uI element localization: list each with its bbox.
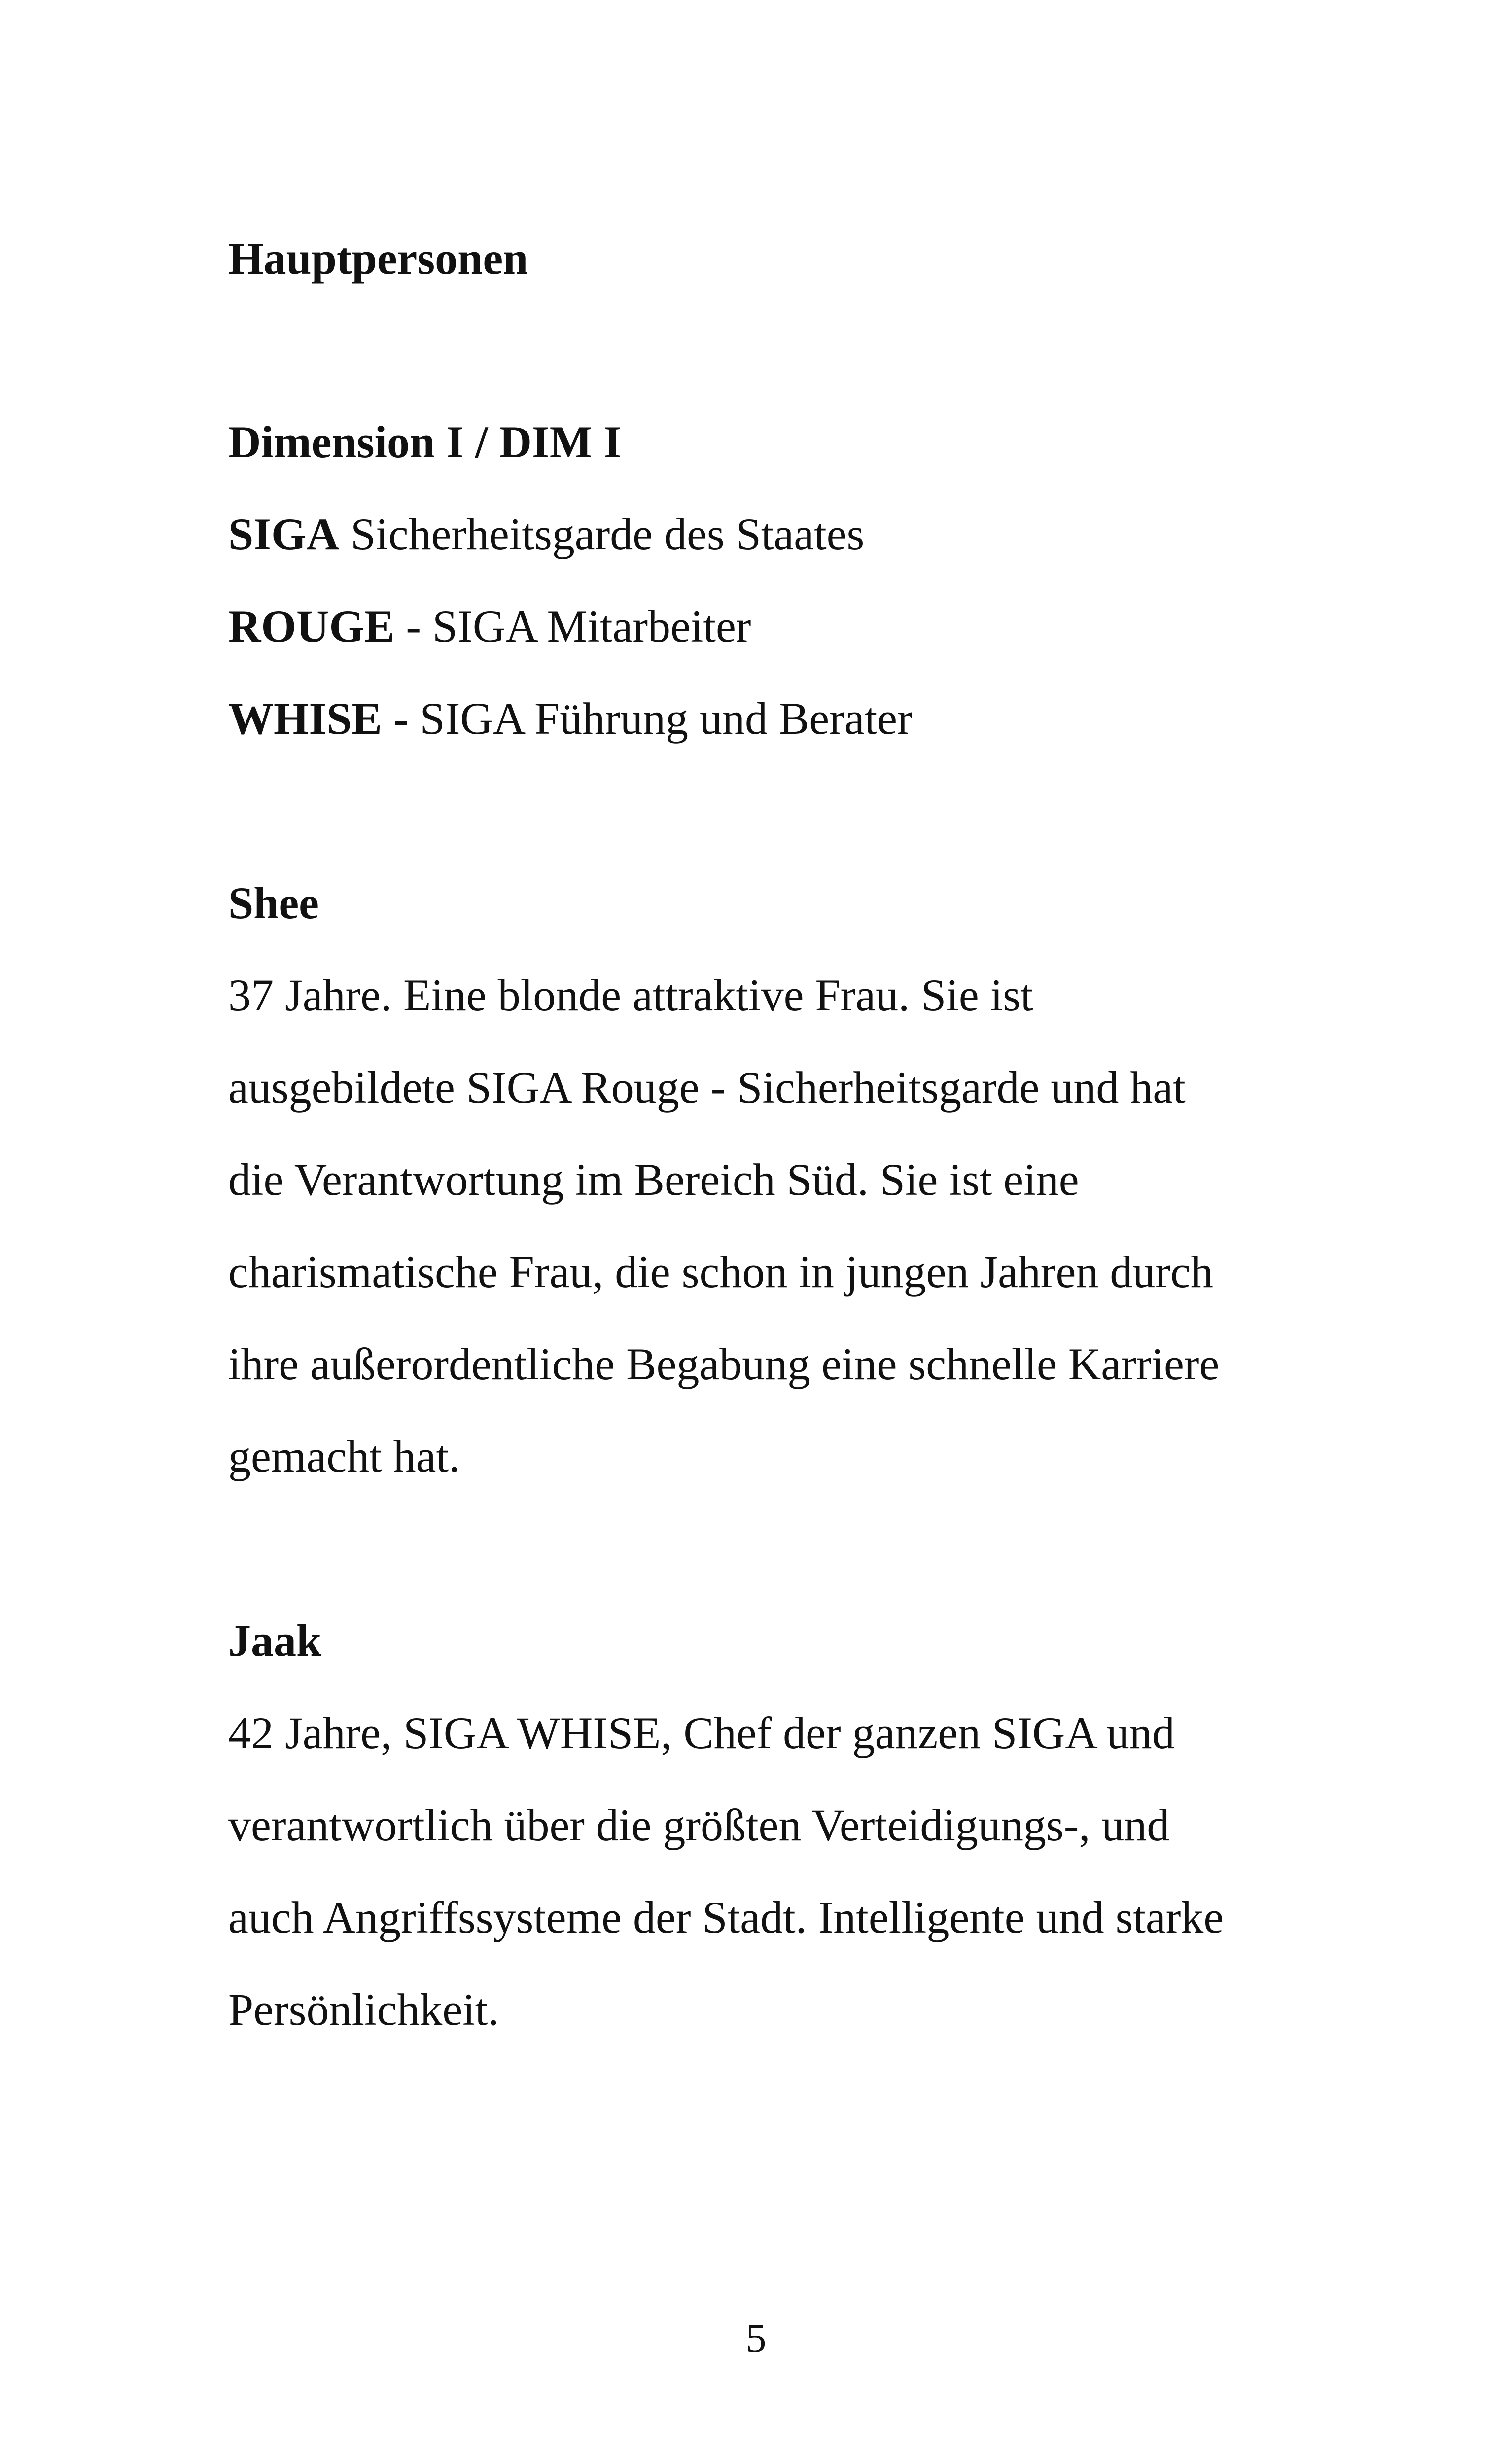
page-number: 5 [745,2315,767,2361]
glossary-term: WHISE - [228,693,409,744]
glossary-term: SIGA [228,509,339,559]
character-description-line: verantwortlich über die größten Verteidigungs-, und [228,1800,1170,1850]
character-description-line: 37 Jahre. Eine blonde attraktive Frau. Sie ist [228,970,1033,1020]
character-description-line: charismatische Frau, die schon in jungen Jahren durch [228,1247,1213,1297]
glossary-entry-whise [228,693,913,744]
character-description-line: gemacht hat. [228,1431,460,1481]
glossary-description: Sicherheitsgarde des Staates [339,509,865,559]
character-description-line: ihre außerordentliche Begabung eine schnelle Karriere [228,1339,1220,1389]
character-description-line: 42 Jahre, SIGA WHISE, Chef der ganzen SIGA und [228,1708,1175,1758]
character-description-line: Persönlichkeit. [228,1984,499,2035]
character-name: Shee [228,878,319,928]
glossary-term: ROUGE [228,601,395,651]
character-description-line: die Verantwortung im Bereich Süd. Sie ist eine [228,1154,1079,1205]
glossary-entry-rouge [228,601,751,651]
character-description-line: ausgebildete SIGA Rouge - Sicherheitsgarde und hat [228,1062,1186,1113]
character-description-line: auch Angriffssysteme der Stadt. Intelligente und starke [228,1892,1224,1942]
section-heading: Hauptpersonen [228,233,528,284]
character-name: Jaak [228,1615,322,1666]
glossary-description: SIGA Führung und Berater [408,693,913,744]
glossary-entry-siga [228,511,864,557]
glossary-description: - SIGA Mitarbeiter [394,601,751,651]
dimension-title: Dimension I / DIM I [228,417,622,467]
